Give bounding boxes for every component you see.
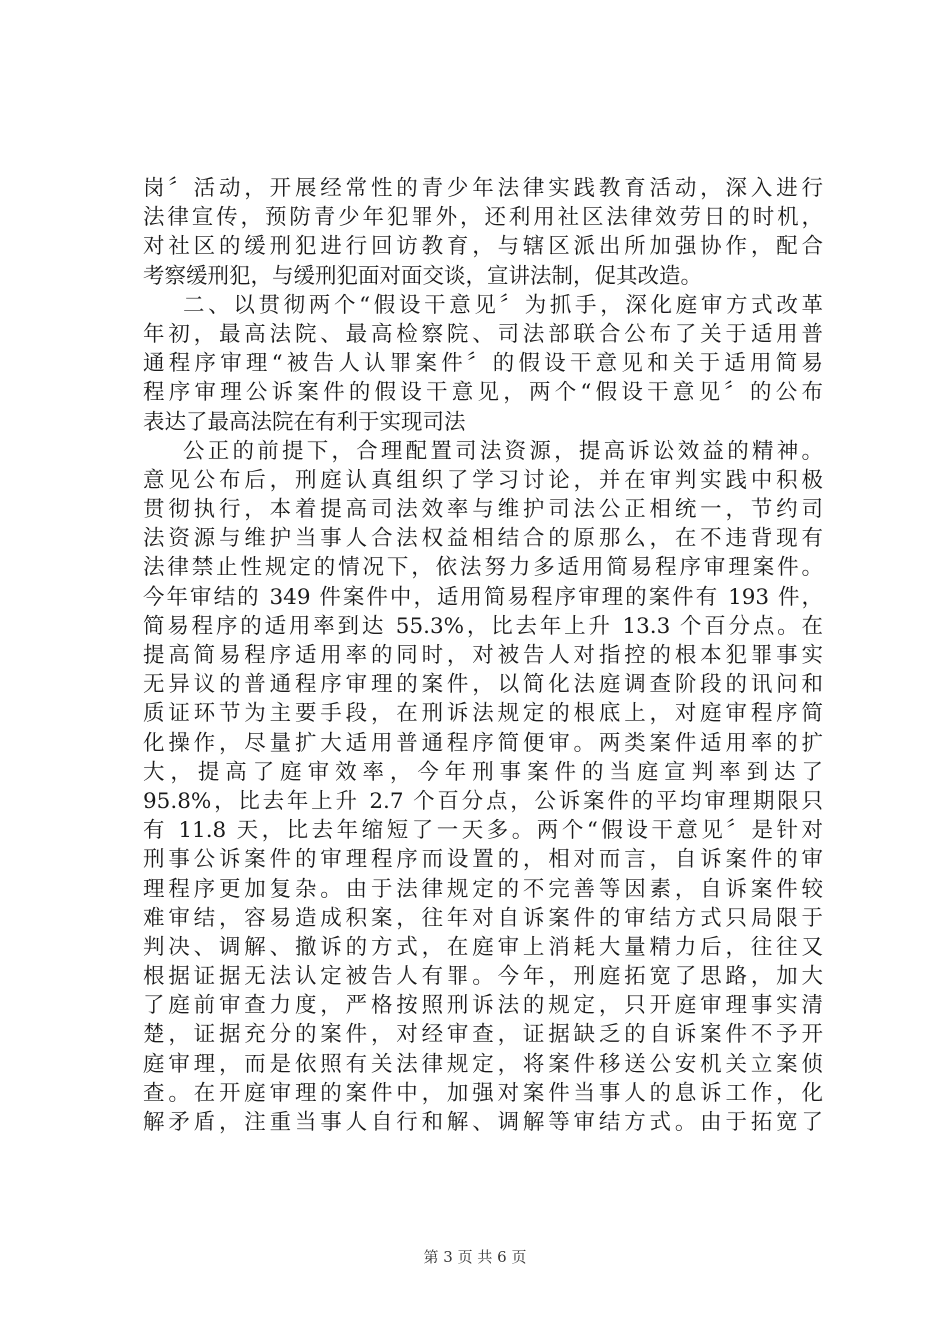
text-line: 判决、调解、撤诉的方式，在庭审上消耗大量精力后，往往又	[143, 934, 823, 960]
text-line: 通程序审理“被告人认罪案件〞的假设干意见和关于适用简易	[143, 351, 823, 377]
section-heading: 二、以贯彻两个“假设干意见〞为抓手，深化庭审方式改革	[183, 292, 823, 318]
text-line: 法资源与维护当事人合法权益相结合的原那么，在不违背现有	[143, 526, 823, 552]
text-line: 95.8%，比去年上升 2.7 个百分点，公诉案件的平均审理期限只	[143, 788, 823, 814]
text-line: 公正的前提下，合理配置司法资源，提高诉讼效益的精神。	[183, 438, 823, 464]
text-line: 有 11.8 天，比去年缩短了一天多。两个“假设干意见〞是针对	[143, 818, 823, 844]
text-line: 表达了最高法院在有利于实现司法	[143, 409, 466, 435]
body-text	[143, 174, 823, 1137]
text-line: 根据证据无法认定被告人有罪。今年，刑庭拓宽了思路，加大	[143, 964, 823, 990]
text-line: 考察缓刑犯，与缓刑犯面对面交谈，宣讲法制，促其改造。	[143, 263, 703, 289]
text-line: 理程序更加复杂。由于法律规定的不完善等因素，自诉案件较	[143, 876, 823, 902]
text-line: 大，提高了庭审效率，今年刑事案件的当庭宣判率到达了	[143, 759, 823, 785]
text-line: 刑事公诉案件的审理程序而设置的，相对而言，自诉案件的审	[143, 847, 823, 873]
text-line: 查。在开庭审理的案件中，加强对案件当事人的息诉工作，化	[143, 1080, 823, 1106]
text-line: 难审结，容易造成积案，往年对自诉案件的审结方式只局限于	[143, 905, 823, 931]
text-line: 无异议的普通程序审理的案件，以简化法庭调查阶段的讯问和	[143, 672, 823, 698]
text-line: 今年审结的 349 件案件中，适用简易程序审理的案件有 193 件，	[143, 584, 823, 610]
text-line: 岗〞活动，开展经常性的青少年法律实践教育活动，深入进行	[143, 176, 823, 201]
text-line: 质证环节为主要手段，在刑诉法规定的根底上，对庭审程序简	[143, 701, 823, 727]
text-line: 解矛盾，注重当事人自行和解、调解等审结方式。由于拓宽了	[143, 1110, 823, 1135]
text-line: 化操作，尽量扩大适用普通程序简便审。两类案件适用率的扩	[143, 730, 823, 756]
text-line: 程序审理公诉案件的假设干意见，两个“假设干意见〞的公布	[143, 380, 823, 406]
text-line: 对社区的缓刑犯进行回访教育，与辖区派出所加强协作，配合	[143, 234, 823, 260]
text-line: 楚，证据充分的案件，对经审查，证据缺乏的自诉案件不予开	[143, 1022, 823, 1048]
text-line: 年初，最高法院、最高检察院、司法部联合公布了关于适用普	[143, 321, 823, 347]
text-line: 提高简易程序适用率的同时，对被告人对指控的根本犯罪事实	[143, 643, 823, 668]
text-line: 简易程序的适用率到达 55.3%，比去年上升 13.3 个百分点。在	[143, 613, 823, 639]
text-line: 庭审理，而是依照有关法律规定，将案件移送公安机关立案侦	[143, 1051, 823, 1077]
text-line: 贯彻执行，本着提高司法效率与维护司法公正相统一，节约司	[143, 497, 823, 523]
text-line: 法律禁止性规定的情况下，依法努力多适用简易程序审理案件。	[143, 555, 823, 581]
page-number: 第 3 页 共 6 页	[423, 1248, 527, 1266]
text-line: 意见公布后，刑庭认真组织了学习讨论，并在审判实践中积极	[143, 467, 823, 493]
text-line: 了庭前审查力度，严格按照刑诉法的规定，只开庭审理事实清	[143, 993, 823, 1019]
text-line: 法律宣传，预防青少年犯罪外，还利用社区法律效劳日的时机，	[143, 205, 823, 231]
